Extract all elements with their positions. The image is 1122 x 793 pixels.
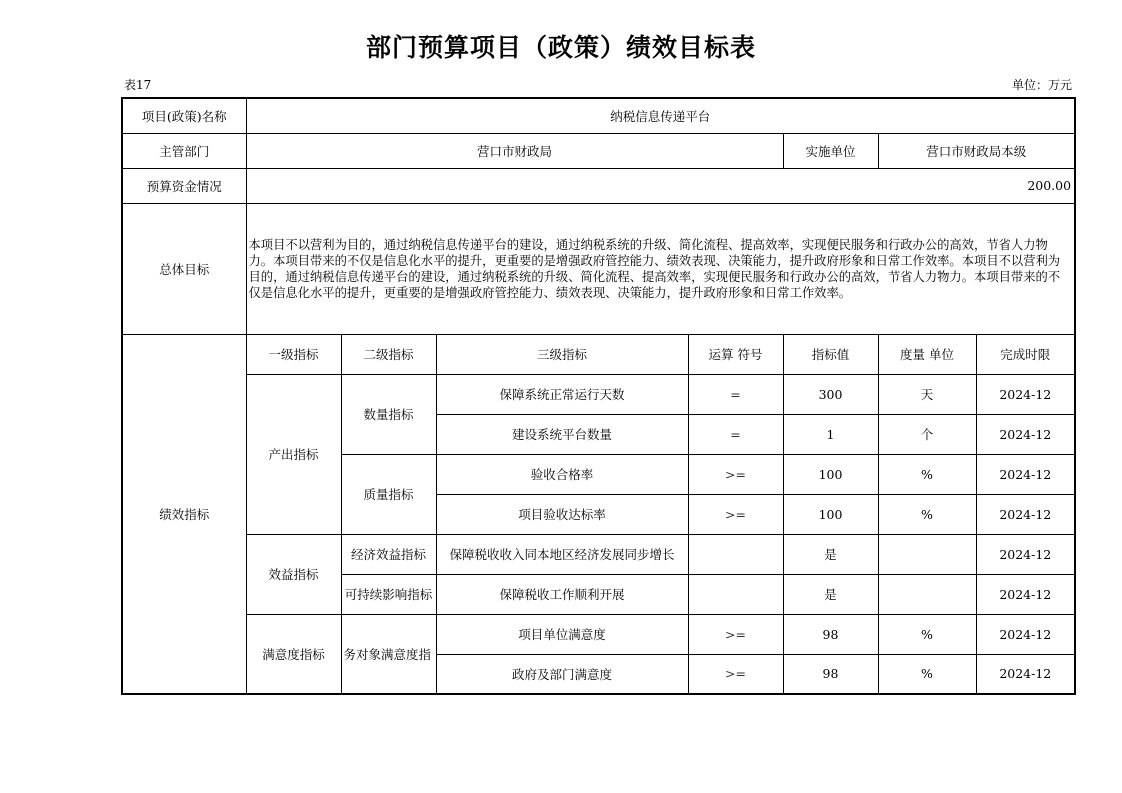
indicator-deadline: 2024-12 bbox=[976, 374, 1075, 414]
indicator-value: 是 bbox=[783, 534, 878, 574]
unit-label: 单位：万元 bbox=[1011, 78, 1072, 92]
indicator-operator: >= bbox=[688, 454, 783, 494]
indicator-operator: >= bbox=[688, 654, 783, 694]
table-row bbox=[122, 534, 1075, 574]
indicator-value: 98 bbox=[783, 654, 878, 694]
impl-label: 实施单位 bbox=[783, 133, 878, 168]
indicator-operator: = bbox=[688, 374, 783, 414]
indicator-value: 98 bbox=[783, 614, 878, 654]
project-name-label: 项目(政策)名称 bbox=[122, 98, 246, 133]
row-project-name bbox=[122, 98, 1075, 133]
header-deadline: 完成时限 bbox=[976, 334, 1075, 374]
indicator-unit: % bbox=[878, 454, 976, 494]
indicator-value: 1 bbox=[783, 414, 878, 454]
dept-value: 营口市财政局 bbox=[246, 133, 783, 168]
indicator-operator bbox=[688, 574, 783, 614]
indicator-deadline: 2024-12 bbox=[976, 414, 1075, 454]
indicator-unit: 天 bbox=[878, 374, 976, 414]
indicator-name: 保障税收工作顺利开展 bbox=[436, 574, 688, 614]
indicator-name: 项目验收达标率 bbox=[436, 494, 688, 534]
indicator-operator: >= bbox=[688, 494, 783, 534]
performance-table bbox=[121, 97, 1076, 695]
dept-label: 主管部门 bbox=[122, 133, 246, 168]
budget-value: 200.00 bbox=[246, 168, 1075, 203]
indicator-unit bbox=[878, 574, 976, 614]
indicator-operator: = bbox=[688, 414, 783, 454]
indicator-unit: % bbox=[878, 614, 976, 654]
indicator-unit: 个 bbox=[878, 414, 976, 454]
group-satisfaction: 满意度指标 bbox=[246, 614, 341, 694]
group-quality: 质量指标 bbox=[341, 454, 436, 534]
row-department bbox=[122, 133, 1075, 168]
project-name-value: 纳税信息传递平台 bbox=[246, 98, 1075, 133]
indicator-name: 项目单位满意度 bbox=[436, 614, 688, 654]
goal-label: 总体目标 bbox=[122, 203, 246, 334]
indicator-name: 验收合格率 bbox=[436, 454, 688, 494]
row-goal bbox=[122, 203, 1075, 334]
table-number: 表17 bbox=[124, 78, 152, 92]
header-level2: 二级指标 bbox=[341, 334, 436, 374]
group-benefit: 效益指标 bbox=[246, 534, 341, 614]
indicator-deadline: 2024-12 bbox=[976, 494, 1075, 534]
indicator-deadline: 2024-12 bbox=[976, 574, 1075, 614]
indicator-deadline: 2024-12 bbox=[976, 454, 1075, 494]
table-row bbox=[122, 614, 1075, 654]
group-sustain: 可持续影响指标 bbox=[341, 574, 436, 614]
indicator-deadline: 2024-12 bbox=[976, 614, 1075, 654]
goal-text: 本项目不以营利为目的，通过纳税信息传递平台的建设，通过纳税系统的升级、简化流程、提高效率，实现便民服务和行政办公的高效，节省人力物力。本项目带来的不仅是信息化水平的提升，更重要的是增强政府管控能力、绩效表现、决策能力，提升政府形象和日常工作效率。本项目不以营利为目的，通过纳税信息传递平台的建设，通过纳税系统的升级、简化流程、提高效率，实现便民服务和行政办公的高效，节省人力物力。本项目带来的不仅是信息化水平的提升，更重要的是增强政府管控能力、绩效表现、决策能力，提升政府形象和日常工作效率。 bbox=[246, 203, 1075, 334]
header-operator: 运算 符号 bbox=[688, 334, 783, 374]
indicator-name: 政府及部门满意度 bbox=[436, 654, 688, 694]
indicator-deadline: 2024-12 bbox=[976, 654, 1075, 694]
row-indicator-header bbox=[122, 334, 1075, 374]
indicator-unit bbox=[878, 534, 976, 574]
indicator-name: 建设系统平台数量 bbox=[436, 414, 688, 454]
row-budget bbox=[122, 168, 1075, 203]
page-title: 部门预算项目（政策）绩效目标表 bbox=[365, 33, 756, 62]
indicator-value: 100 bbox=[783, 454, 878, 494]
indicator-value: 100 bbox=[783, 494, 878, 534]
indicator-unit: % bbox=[878, 494, 976, 534]
header-level3: 三级指标 bbox=[436, 334, 688, 374]
indicator-deadline: 2024-12 bbox=[976, 534, 1075, 574]
table-row bbox=[122, 374, 1075, 414]
impl-value: 营口市财政局本级 bbox=[878, 133, 1075, 168]
header-level1: 一级指标 bbox=[246, 334, 341, 374]
indicator-name: 保障税收收入同本地区经济发展同步增长 bbox=[436, 534, 688, 574]
indicator-operator bbox=[688, 534, 783, 574]
header-unit: 度量 单位 bbox=[878, 334, 976, 374]
indicator-unit: % bbox=[878, 654, 976, 694]
perf-label: 绩效指标 bbox=[122, 334, 246, 694]
indicator-name: 保障系统正常运行天数 bbox=[436, 374, 688, 414]
indicator-value: 是 bbox=[783, 574, 878, 614]
indicator-operator: >= bbox=[688, 614, 783, 654]
group-service-satisfaction: 务对象满意度指 bbox=[341, 614, 436, 694]
budget-label: 预算资金情况 bbox=[122, 168, 246, 203]
group-economic: 经济效益指标 bbox=[341, 534, 436, 574]
indicator-value: 300 bbox=[783, 374, 878, 414]
header-value: 指标值 bbox=[783, 334, 878, 374]
group-output: 产出指标 bbox=[246, 374, 341, 534]
group-quantity: 数量指标 bbox=[341, 374, 436, 454]
